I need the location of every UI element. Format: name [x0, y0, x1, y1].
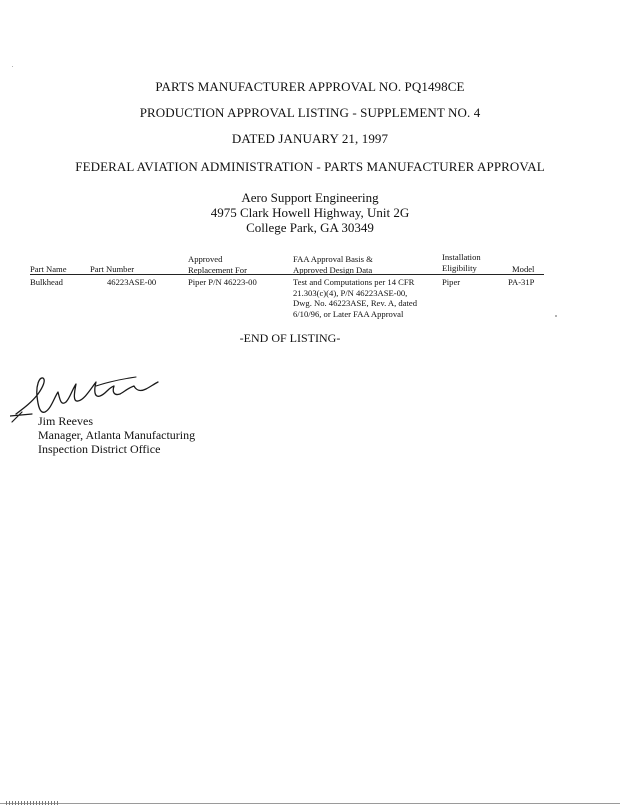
cell-replacement: Piper P/N 46223-00: [188, 277, 257, 287]
col-header-part-number: Part Number: [90, 264, 135, 274]
end-of-listing: -END OF LISTING-: [239, 331, 341, 345]
header-underline: [30, 274, 544, 275]
cell-model: PA-31P: [508, 277, 535, 287]
col-header-basis: FAA Approval Basis & Approved Design Data: [293, 254, 373, 275]
scan-speck: [555, 315, 557, 317]
signer-title-1: Manager, Atlanta Manufacturing: [38, 428, 196, 442]
date-line: DATED JANUARY 21, 1997: [231, 131, 389, 146]
signer-name: Jim Reeves: [38, 414, 93, 428]
scan-edge-line: [0, 803, 620, 804]
listing-title: PRODUCTION APPROVAL LISTING - SUPPLEMENT NO. 4: [139, 105, 481, 120]
company-name: Aero Support Engineering: [241, 190, 379, 205]
faa-heading: FEDERAL AVIATION ADMINISTRATION - PARTS MANUFACTURER APPROVAL: [75, 159, 545, 174]
col-header-part-name: Part Name: [30, 264, 67, 274]
scan-speck: [12, 66, 13, 67]
company-street: 4975 Clark Howell Highway, Unit 2G: [210, 205, 410, 220]
col-header-approved: Approved Replacement For: [188, 254, 247, 275]
scan-edge-mark: [6, 801, 60, 805]
cell-eligibility: Piper: [442, 277, 461, 287]
col-header-model: Model: [512, 264, 535, 274]
cell-part-number: 46223ASE-00: [107, 277, 157, 287]
pma-number-heading: PARTS MANUFACTURER APPROVAL NO. PQ1498CE: [155, 79, 465, 94]
signer-block: [38, 414, 195, 456]
company-address: [0, 190, 620, 235]
cell-approval-basis: Test and Computations per 14 CFR 21.303(c)(4), P/N 46223ASE-00, Dwg. No. 46223ASE, Rev. A, dated 6/10/96, or Later FAA Approval: [293, 277, 418, 319]
cell-part-name: Bulkhead: [30, 277, 63, 287]
col-header-installation: Installation Eligibility: [442, 252, 481, 273]
signer-title-2: Inspection District Office: [38, 442, 161, 456]
company-city: College Park, GA 30349: [246, 220, 374, 235]
